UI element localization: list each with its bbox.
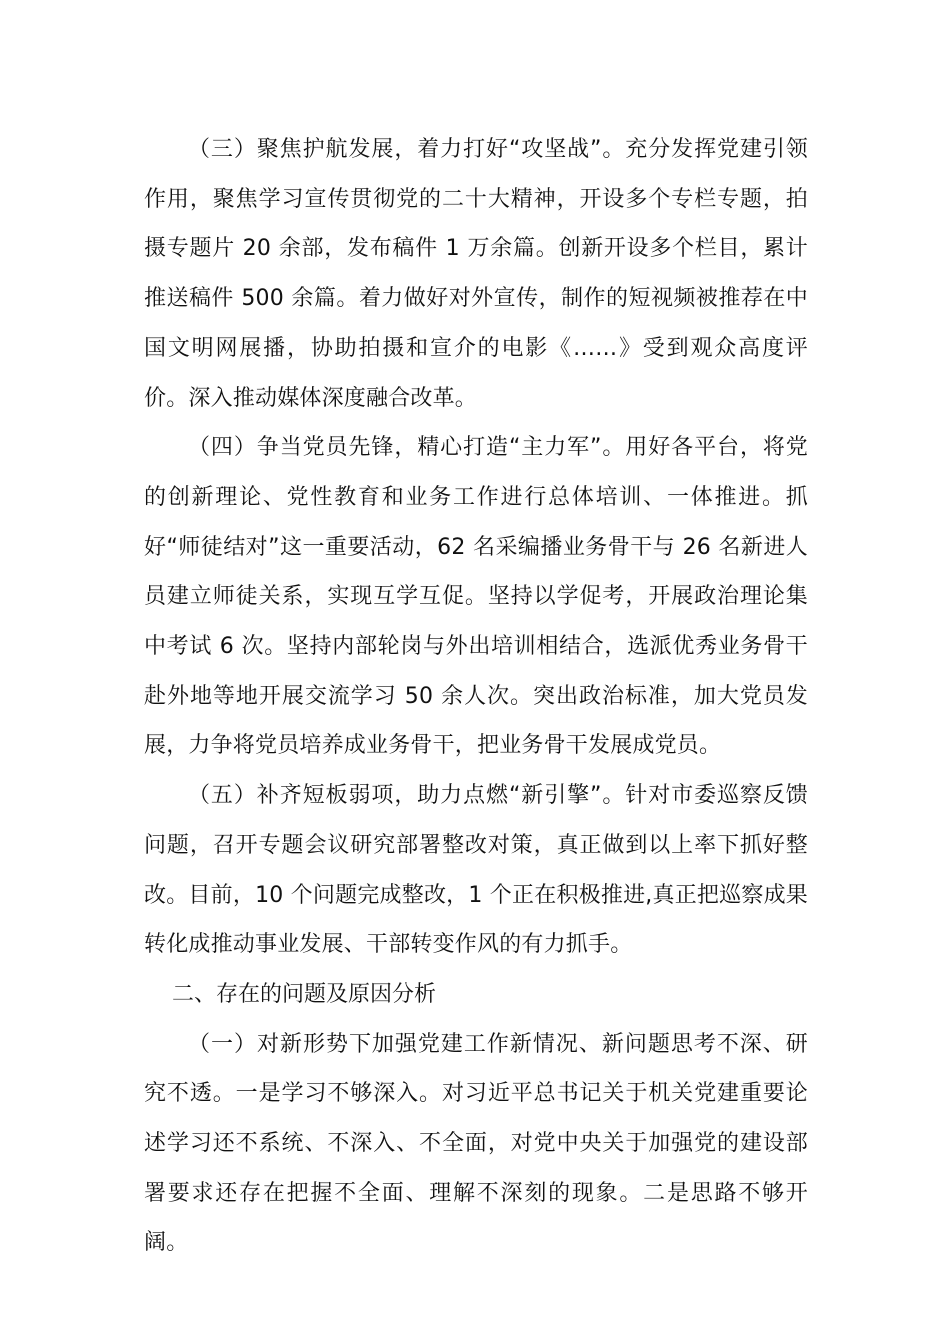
- paragraph-section-5: （五）补齐短板弱项，助力点燃“新引擎”。针对市委巡察反馈问题，召开专题会议研究部署整改对策，真正做到以上率下抓好整改。目前，10 个问题完成整改，1 个正在积极推进,真正把巡察成果转化成推动事业发展、干部转变作风的有力抓手。: [144, 783, 808, 958]
- document-body: [144, 125, 808, 1268]
- paragraph-section-4: （四）争当党员先锋，精心打造“主力军”。用好各平台，将党的创新理论、党性教育和业务工作进行总体培训、一体推进。抓好“师徒结对”这一重要活动，62 名采编播业务骨干与 26 名新进人员建立师徒关系，实现互学互促。坚持以学促考，开展政治理论集中考试 6 次。坚持内部轮岗与外出培训相结合，选派优秀业务骨干赴外地等地开展交流学习 50 余人次。突出政治标准，加大党员发展，力争将党员培养成业务骨干，把业务骨干发展成党员。: [144, 435, 808, 759]
- section-heading: 二、存在的问题及原因分析: [172, 981, 437, 1007]
- paragraph-problem-1: （一）对新形势下加强党建工作新情况、新问题思考不深、研究不透。一是学习不够深入。对习近平总书记关于机关党建重要论述学习还不系统、不深入、不全面，对党中央关于加强党的建设部署要求还存在把握不全面、理解不深刻的现象。二是思路不够开阔。: [144, 1031, 808, 1256]
- paragraph-section-3: （三）聚焦护航发展，着力打好“攻坚战”。充分发挥党建引领作用，聚焦学习宣传贯彻党的二十大精神，开设多个专栏专题，拍摄专题片 20 余部，发布稿件 1 万余篇。创新开设多个栏目，累计推送稿件 500 余篇。着力做好对外宣传，制作的短视频被推荐在中国文明网展播，协助拍摄和宣介的电影《……》受到观众高度评价。深入推动媒体深度融合改革。: [144, 137, 808, 411]
